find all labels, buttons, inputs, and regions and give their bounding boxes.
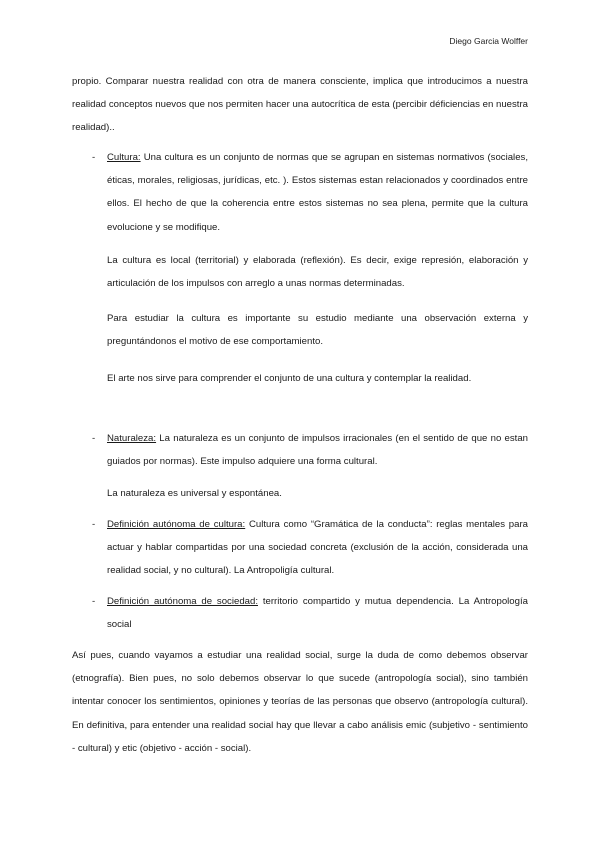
list-item-naturaleza [92,427,528,473]
intro-paragraph: propio. Comparar nuestra realidad con otra de manera consciente, implica que introducimos a nuestra realidad conceptos nuevos que nos permiten hacer una autocrítica de esta (percibir déficiencias en nuestra realidad).. [72,76,528,134]
cultura-paragraph-3: El arte nos sirve para comprender el conjunto de una cultura y contemplar la realidad. [107,373,472,384]
header-author: Diego Garcia Wolffer [449,36,528,46]
term-label: Naturaleza: [107,433,157,444]
list-item-definicion-cultura [92,513,528,583]
term-label: Cultura: [107,152,141,163]
cultura-paragraph-1: La cultura es local (territorial) y elaborada (reflexión). Es decir, exige represión, elaboración y articulación de los impulsos con arreglo a unas normas determinadas. [107,255,528,290]
term-definition: territorio compartido y mutua dependencia. La Antropología social [107,596,528,631]
list-dash: - [92,152,96,163]
list-item-text [107,590,528,636]
list-dash: - [92,519,96,530]
list-item-cultura [92,146,528,239]
term-label: Definición autónoma de cultura: [107,519,246,530]
conclusion-paragraph: Así pues, cuando vayamos a estudiar una realidad social, surge la duda de como debemos observar (etnografía). Bien pues, no solo debemos observar lo que sucede (antropología social), sino también intentar conocer los sentimientos, opiniones y teorías de las personas que observo (antropología cultural). En definitiva, para entender una realidad social hay que llevar a cabo análisis emic (subjetivo - sentimiento - cultural) y etic (objetivo - acción - social). [72,650,528,754]
term-definition: Cultura como “Gramática de la conducta”: reglas mentales para actuar y hablar compartidas por una sociedad concreta (exclusión de la acción, considerada una realidad social, y no cultural). La Antropoligía cultural. [107,519,529,577]
term-definition: Una cultura es un conjunto de normas que se agrupan en sistemas normativos (sociales, éticas, morales, religiosas, jurídicas, etc. ). Estos sistemas estan relacionados y coordinados entre ellos. El hecho de que la coherencia entre estos sistemas no sea plena, permite que la cultura evolucione y se modifique. [107,152,528,233]
cultura-paragraph-2: Para estudiar la cultura es importante su estudio mediante una observación externa y preguntándonos el motivo de ese comportamiento. [107,313,528,348]
list-dash: - [92,596,96,607]
list-dash: - [92,433,96,444]
list-item-text [107,146,528,239]
list-item-text [107,427,528,473]
list-item-text [107,513,528,583]
term-definition: La naturaleza es un conjunto de impulsos irracionales (en el sentido de que no estan guiados por normas). Este impulso adquiere una forma cultural. [107,433,528,468]
naturaleza-paragraph-1: La naturaleza es universal y espontánea. [107,488,282,499]
term-label: Definición autónoma de sociedad: [107,596,258,607]
list-item-definicion-sociedad [92,590,528,636]
